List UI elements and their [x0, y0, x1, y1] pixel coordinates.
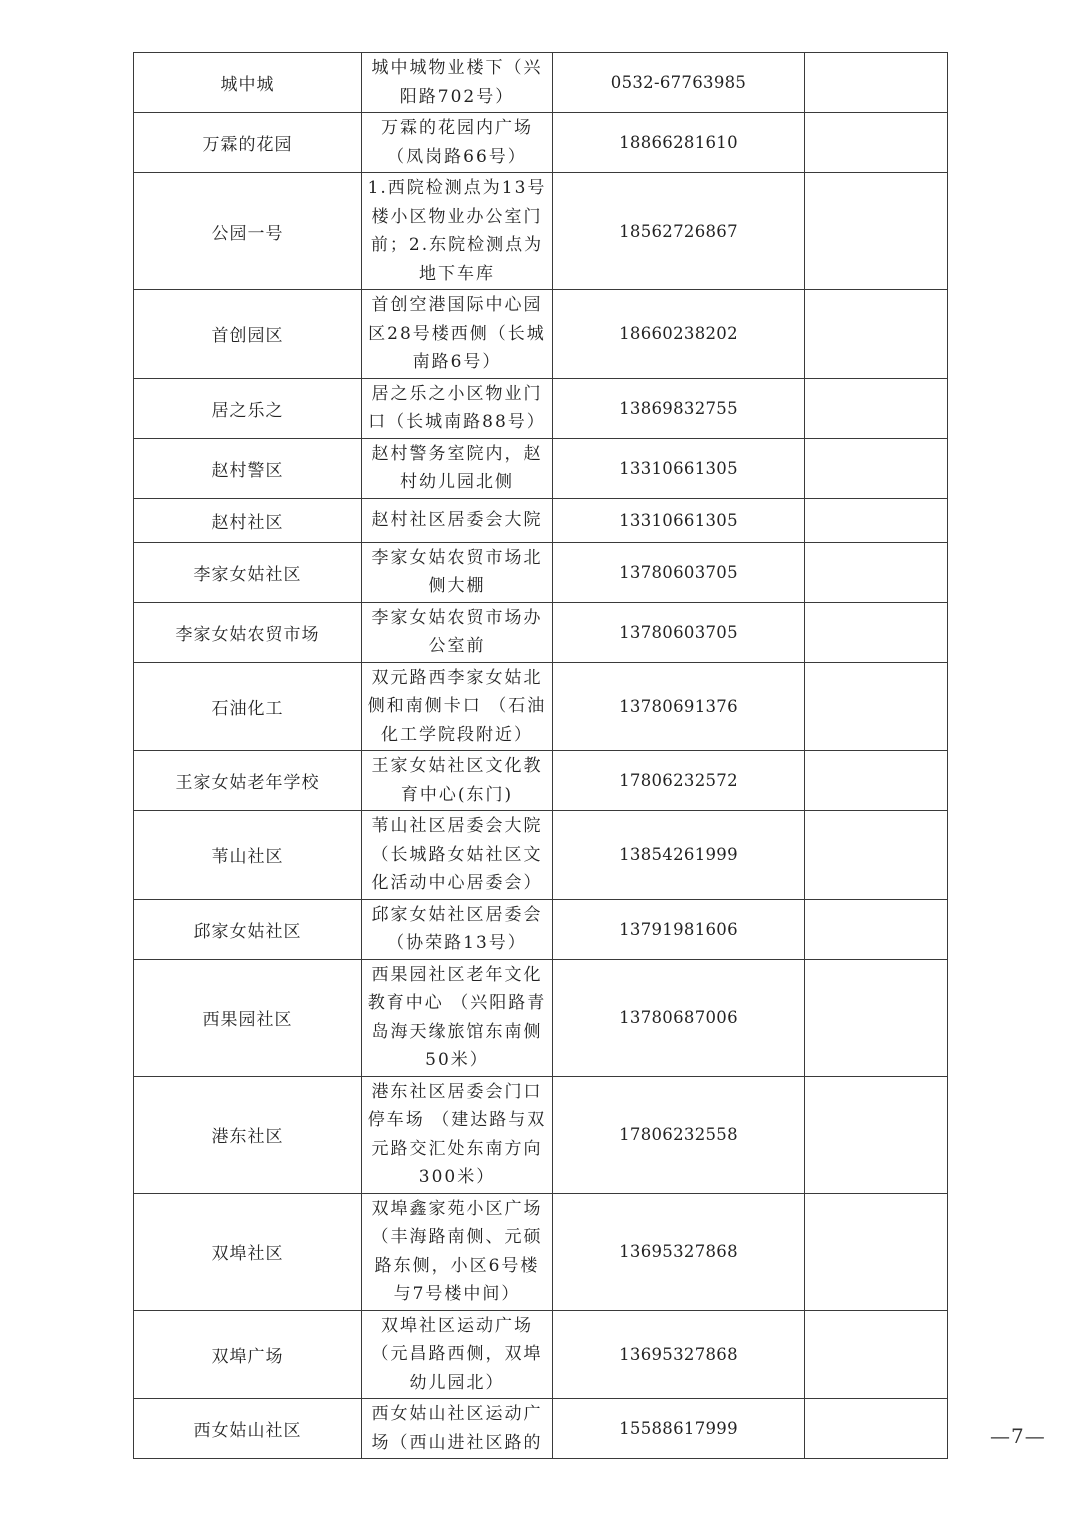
note-cell: [805, 959, 948, 1076]
note-cell: [805, 290, 948, 379]
address-cell: 港东社区居委会门口停车场 （建达路与双元路交汇处东南方向300米）: [362, 1076, 553, 1193]
note-cell: [805, 899, 948, 959]
phone-cell: 18866281610: [553, 113, 805, 173]
table-row: [134, 899, 948, 959]
site-name-cell: 西女姑山社区: [134, 1399, 362, 1459]
phone-cell: 13695327868: [553, 1310, 805, 1399]
address-cell: 赵村警务室院内，赵村幼儿园北侧: [362, 438, 553, 498]
address-cell: 邱家女姑社区居委会（协荣路13号）: [362, 899, 553, 959]
page-number: —7—: [990, 1424, 1046, 1448]
site-name-cell: 李家女姑农贸市场: [134, 602, 362, 662]
site-name-cell: 王家女姑老年学校: [134, 751, 362, 811]
site-name-cell: 居之乐之: [134, 378, 362, 438]
site-name-cell: 李家女姑社区: [134, 542, 362, 602]
site-name-cell: 港东社区: [134, 1076, 362, 1193]
phone-cell: 13780603705: [553, 602, 805, 662]
table-row: [134, 602, 948, 662]
address-cell: 王家女姑社区文化教育中心(东门): [362, 751, 553, 811]
site-name-cell: 首创园区: [134, 290, 362, 379]
site-name-cell: 西果园社区: [134, 959, 362, 1076]
note-cell: [805, 1310, 948, 1399]
table-row: [134, 662, 948, 751]
note-cell: [805, 378, 948, 438]
phone-cell: 13310661305: [553, 498, 805, 542]
phone-cell: 13854261999: [553, 811, 805, 900]
table-row: [134, 1193, 948, 1310]
table-row: [134, 959, 948, 1076]
note-cell: [805, 438, 948, 498]
table-row: [134, 173, 948, 290]
address-cell: 居之乐之小区物业门口（长城南路88号）: [362, 378, 553, 438]
note-cell: [805, 662, 948, 751]
address-cell: 1.西院检测点为13号楼小区物业办公室门前；2.东院检测点为地下车库: [362, 173, 553, 290]
address-cell: 苇山社区居委会大院（长城路女姑社区文化活动中心居委会）: [362, 811, 553, 900]
address-cell: 李家女姑农贸市场北侧大棚: [362, 542, 553, 602]
address-cell: 双元路西李家女姑北侧和南侧卡口 （石油化工学院段附近）: [362, 662, 553, 751]
table-row: [134, 1399, 948, 1459]
table-row: [134, 438, 948, 498]
site-name-cell: 苇山社区: [134, 811, 362, 900]
site-name-cell: 赵村社区: [134, 498, 362, 542]
site-name-cell: 城中城: [134, 53, 362, 113]
note-cell: [805, 173, 948, 290]
table-row: [134, 542, 948, 602]
phone-cell: 13780687006: [553, 959, 805, 1076]
site-name-cell: 双埠广场: [134, 1310, 362, 1399]
phone-cell: 13791981606: [553, 899, 805, 959]
phone-cell: 13695327868: [553, 1193, 805, 1310]
note-cell: [805, 1193, 948, 1310]
note-cell: [805, 1399, 948, 1459]
site-name-cell: 赵村警区: [134, 438, 362, 498]
note-cell: [805, 53, 948, 113]
address-cell: 西果园社区老年文化教育中心 （兴阳路青岛海天缘旅馆东南侧50米）: [362, 959, 553, 1076]
site-name-cell: 万霖的花园: [134, 113, 362, 173]
note-cell: [805, 602, 948, 662]
site-name-cell: 公园一号: [134, 173, 362, 290]
phone-cell: 17806232558: [553, 1076, 805, 1193]
phone-cell: 13869832755: [553, 378, 805, 438]
table-row: [134, 751, 948, 811]
address-cell: 万霖的花园内广场（凤岗路66号）: [362, 113, 553, 173]
note-cell: [805, 542, 948, 602]
note-cell: [805, 498, 948, 542]
address-cell: 双埠鑫家苑小区广场（丰海路南侧、元硕路东侧，小区6号楼与7号楼中间）: [362, 1193, 553, 1310]
address-cell: 李家女姑农贸市场办公室前: [362, 602, 553, 662]
phone-cell: 13310661305: [553, 438, 805, 498]
site-name-cell: 双埠社区: [134, 1193, 362, 1310]
address-cell: 双埠社区运动广场（元昌路西侧，双埠幼儿园北）: [362, 1310, 553, 1399]
testing-site-table: [133, 52, 948, 1459]
table-row: [134, 113, 948, 173]
table-row: [134, 290, 948, 379]
table-body: [134, 53, 948, 1459]
table-row: [134, 811, 948, 900]
note-cell: [805, 811, 948, 900]
address-cell: 首创空港国际中心园区28号楼西侧（长城南路6号）: [362, 290, 553, 379]
phone-cell: 13780603705: [553, 542, 805, 602]
phone-cell: 18660238202: [553, 290, 805, 379]
phone-cell: 18562726867: [553, 173, 805, 290]
table-row: [134, 53, 948, 113]
table-row: [134, 1310, 948, 1399]
address-cell: 城中城物业楼下（兴阳路702号）: [362, 53, 553, 113]
phone-cell: 17806232572: [553, 751, 805, 811]
note-cell: [805, 1076, 948, 1193]
phone-cell: 15588617999: [553, 1399, 805, 1459]
address-cell: 赵村社区居委会大院: [362, 498, 553, 542]
note-cell: [805, 113, 948, 173]
table-row: [134, 1076, 948, 1193]
note-cell: [805, 751, 948, 811]
site-name-cell: 石油化工: [134, 662, 362, 751]
phone-cell: 0532-67763985: [553, 53, 805, 113]
phone-cell: 13780691376: [553, 662, 805, 751]
site-name-cell: 邱家女姑社区: [134, 899, 362, 959]
table-row: [134, 378, 948, 438]
table-row: [134, 498, 948, 542]
address-cell: 西女姑山社区运动广场（西山进社区路的: [362, 1399, 553, 1459]
